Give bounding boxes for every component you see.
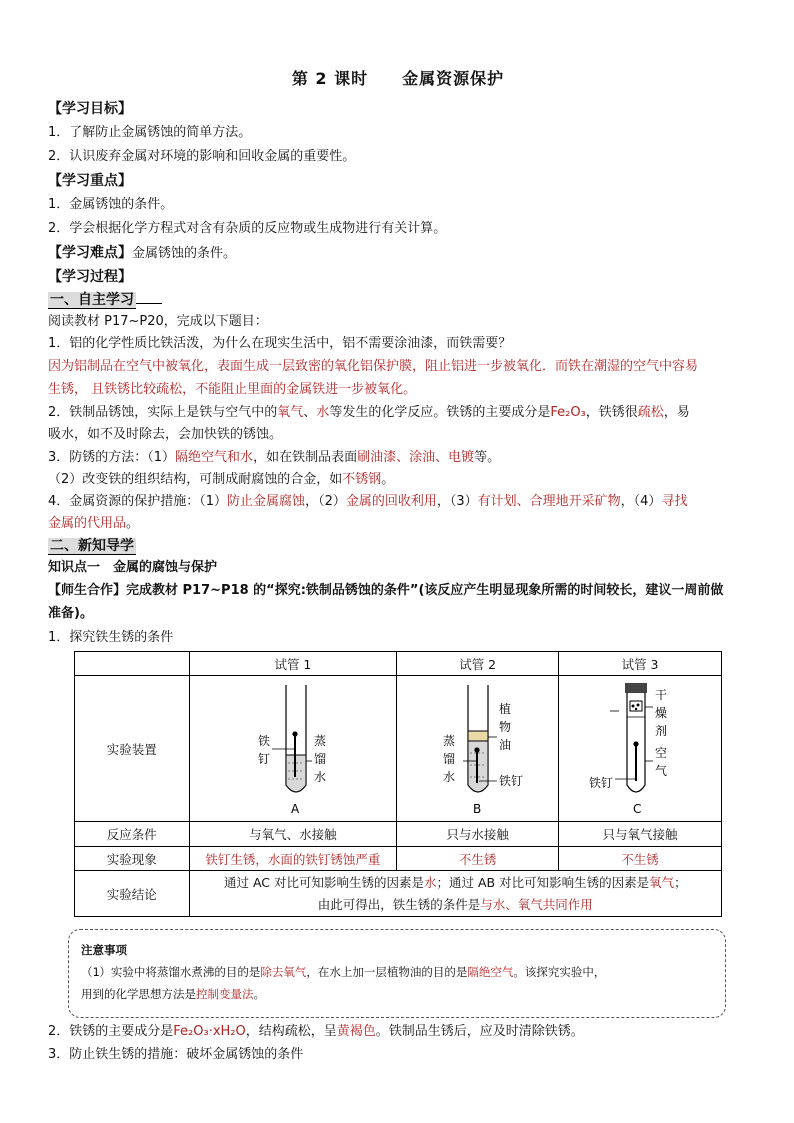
tube-b-nail-label: 铁钉 xyxy=(498,774,523,788)
question-1: 1．铝的化学性质比铁活泼，为什么在现实生活中，铝不需要涂油漆，而铁需要？ xyxy=(48,336,512,351)
tube-b-diagram xyxy=(413,677,543,817)
key-point-item-1: 1．金属锈蚀的条件。 xyxy=(48,197,174,212)
conclusion-line-1: 通过 AC 对比可知影响生锈的因素是水；通过 AB 对比可知影响生锈的因素是氧气； xyxy=(223,874,687,890)
row-label-conclusion: 实验结论 xyxy=(75,871,190,917)
self-study-intro: 阅读教材 P17~P20，完成以下题目： xyxy=(48,314,268,329)
tube-b-oil-label-2: 物 xyxy=(498,720,511,734)
coop-line-1: 【师生合作】完成教材 P17~P18 的“探究:铁制品锈蚀的条件”(该反应产生明显现象所需的时间较长，建议一周前做 xyxy=(48,583,724,598)
table-header-tube-2: 试管 2 xyxy=(397,652,559,676)
tube-a-diagram xyxy=(228,677,358,817)
question-4-line-2: 金属的代用品。 xyxy=(48,516,140,531)
conclusion-line-2: 由此可得出，铁生锈的条件是与水、氧气共同作用 xyxy=(317,896,593,912)
tube-c-cell xyxy=(559,676,722,822)
tube-b-oil-label-3: 油 xyxy=(498,738,511,752)
question-2-line-1: 2．铁制品锈蚀，实际上是铁与空气中的氧气、水等发生的化学反应。铁锈的主要成分是Fe₂O₃，铁锈很疏松，易 xyxy=(48,405,690,420)
condition-tube-1: 与氧气、水接触 xyxy=(189,822,397,847)
answer-4-4b: 金属的代用品 xyxy=(48,516,127,531)
tube-a-water-label-3: 水 xyxy=(313,770,326,784)
tube-b-oil-label: 植 xyxy=(498,702,511,716)
answer-1-line-2: 生锈， 且铁锈比较疏松，不能阻止里面的金属铁进一步被氧化。 xyxy=(48,382,417,397)
tube-b-letter: B xyxy=(472,802,481,816)
self-study-header: 一、自主学习 xyxy=(50,292,134,308)
notice-remove-oxygen: 除去氧气 xyxy=(260,965,307,979)
answer-1-line-1: 因为铝制品在空气中被氧化，表面生成一层致密的氧化铝保护膜，阻止铝进一步被氧化．而铁在潮湿的空气中容易 xyxy=(48,359,699,374)
rust-color: 黄褐色 xyxy=(336,1024,376,1039)
answer-4-1: 防止金属腐蚀 xyxy=(227,494,306,509)
notice-method: 控制变量法 xyxy=(196,987,254,1001)
tube-a-water-label: 蒸 xyxy=(313,734,326,748)
conclusion-oxygen: 氧气 xyxy=(649,874,675,890)
question-2-line-2: 吸水，如不及时除去，会加快铁的锈蚀。 xyxy=(48,427,283,442)
tube-c-diagram xyxy=(575,677,705,817)
key-points-header: 【学习重点】 xyxy=(48,173,132,189)
row-label-phenomenon: 实验现象 xyxy=(75,847,190,871)
objectives-header: 【学习目标】 xyxy=(48,101,132,117)
tube-b-water-label-3: 水 xyxy=(442,770,455,784)
tube-b-cell xyxy=(397,676,559,822)
knowledge-point-1: 知识点一 金属的腐蚀与保护 xyxy=(48,560,218,575)
condition-tube-3: 只与氧气接触 xyxy=(559,822,722,847)
objective-item-2: 2．认识废弃金属对环境的影响和回收金属的重要性。 xyxy=(48,149,356,164)
tube-c-nail-label: 铁钉 xyxy=(589,776,614,790)
answer-methods: 刷油漆、涂油、电镀 xyxy=(357,450,475,465)
phenomenon-tube-2: 不生锈 xyxy=(397,847,559,871)
tube-c-air-label-2: 气 xyxy=(655,764,668,778)
rust-composition-line: 2．铁锈的主要成分是Fe₂O₃·xH₂O，结构疏松，呈黄褐色。铁制品生锈后，应及时清除铁锈。 xyxy=(48,1024,584,1039)
self-study-header-line xyxy=(48,291,162,310)
conclusion-cell xyxy=(189,871,721,917)
answer-water: 水 xyxy=(316,405,330,420)
prevent-rust-line: 3．防止铁生锈的措施：破坏金属锈蚀的条件 xyxy=(48,1047,304,1062)
answer-4-2: 金属的回收利用 xyxy=(345,494,437,509)
tube-a-nail-label: 铁 xyxy=(257,734,270,748)
tube-a-water-label-2: 馏 xyxy=(313,752,326,766)
table-header-tube-1: 试管 1 xyxy=(189,652,397,676)
tube-a-nail-label-2: 钉 xyxy=(257,752,270,766)
row-label-apparatus: 实验装置 xyxy=(75,676,190,822)
tube-b-water-label: 蒸 xyxy=(442,734,455,748)
tube-c-desiccant-label-3: 剂 xyxy=(655,724,668,738)
answer-fe2o3: Fe₂O₃ xyxy=(550,405,586,420)
new-knowledge-header-line xyxy=(48,537,136,556)
key-point-item-2: 2．学会根据化学方程式对含有杂质的反应物或生成物进行有关计算。 xyxy=(48,221,447,236)
rust-formula: Fe₂O₃·xH₂O xyxy=(173,1024,246,1039)
experiment-table xyxy=(74,651,722,917)
difficulty-text: 金属锈蚀的条件。 xyxy=(132,246,237,261)
objective-item-1: 1．了解防止金属锈蚀的简单方法。 xyxy=(48,125,252,140)
answer-4-3: 有计划、合理地开采矿物 xyxy=(477,494,621,509)
notice-line-2: 用到的化学思想方法是控制变量法。 xyxy=(81,987,265,1001)
question-3-line-1: 3．防锈的方法：（1）隔绝空气和水，如在铁制品表面刷油漆、涂油、电镀等。 xyxy=(48,450,501,465)
question-4-line-1: 4．金属资源的保护措施：（1）防止金属腐蚀，（2）金属的回收利用，（3）有计划、合理地开采矿物，（4）寻找 xyxy=(48,494,688,509)
notice-isolate-air: 隔绝空气 xyxy=(467,965,514,979)
tube-b-water-label-2: 馏 xyxy=(442,752,455,766)
tube-c-letter: C xyxy=(633,802,642,816)
phenomenon-tube-3: 不生锈 xyxy=(559,847,722,871)
answer-4-4a: 寻找 xyxy=(661,494,688,509)
table-header-empty xyxy=(75,652,190,676)
answer-isolate: 隔绝空气和水 xyxy=(175,450,254,465)
answer-loose: 疏松 xyxy=(637,405,664,420)
page-title: 第 2 课时 金属资源保护 xyxy=(291,69,505,88)
conclusion-water: 水 xyxy=(423,874,437,890)
difficulty-line xyxy=(48,244,236,263)
new-knowledge-header: 二、新知导学 xyxy=(50,538,134,554)
answer-stainless: 不锈钢 xyxy=(342,472,382,487)
tube-c-desiccant-label: 干 xyxy=(655,688,668,702)
phenomenon-tube-1: 铁钉生锈，水面的铁钉锈蚀严重 xyxy=(189,847,397,871)
condition-tube-2: 只与水接触 xyxy=(397,822,559,847)
notice-line-1: （1）实验中将蒸馏水煮沸的目的是除去氧气，在水上加一层植物油的目的是隔绝空气。该探究实验中， xyxy=(81,965,606,979)
tube-c-desiccant-label-2: 燥 xyxy=(655,706,668,720)
table-header-tube-3: 试管 3 xyxy=(559,652,722,676)
notice-title: 注意事项 xyxy=(81,943,127,957)
question-3-line-2: （2）改变铁的组织结构，可制成耐腐蚀的合金，如不锈钢。 xyxy=(48,472,395,487)
item-1: 1．探究铁生锈的条件 xyxy=(48,630,174,645)
coop-line-2: 准备)。 xyxy=(48,606,93,621)
process-header: 【学习过程】 xyxy=(48,269,132,285)
notice-box xyxy=(68,929,726,1018)
answer-oxygen: 氧气 xyxy=(277,405,304,420)
tube-a-letter: A xyxy=(290,802,300,816)
difficulty-header: 【学习难点】 xyxy=(48,245,132,261)
tube-c-air-label: 空 xyxy=(655,746,668,760)
conclusion-condition: 与水、氧气共同作用 xyxy=(480,896,593,912)
row-label-condition: 反应条件 xyxy=(75,822,190,847)
tube-a-cell xyxy=(189,676,397,822)
